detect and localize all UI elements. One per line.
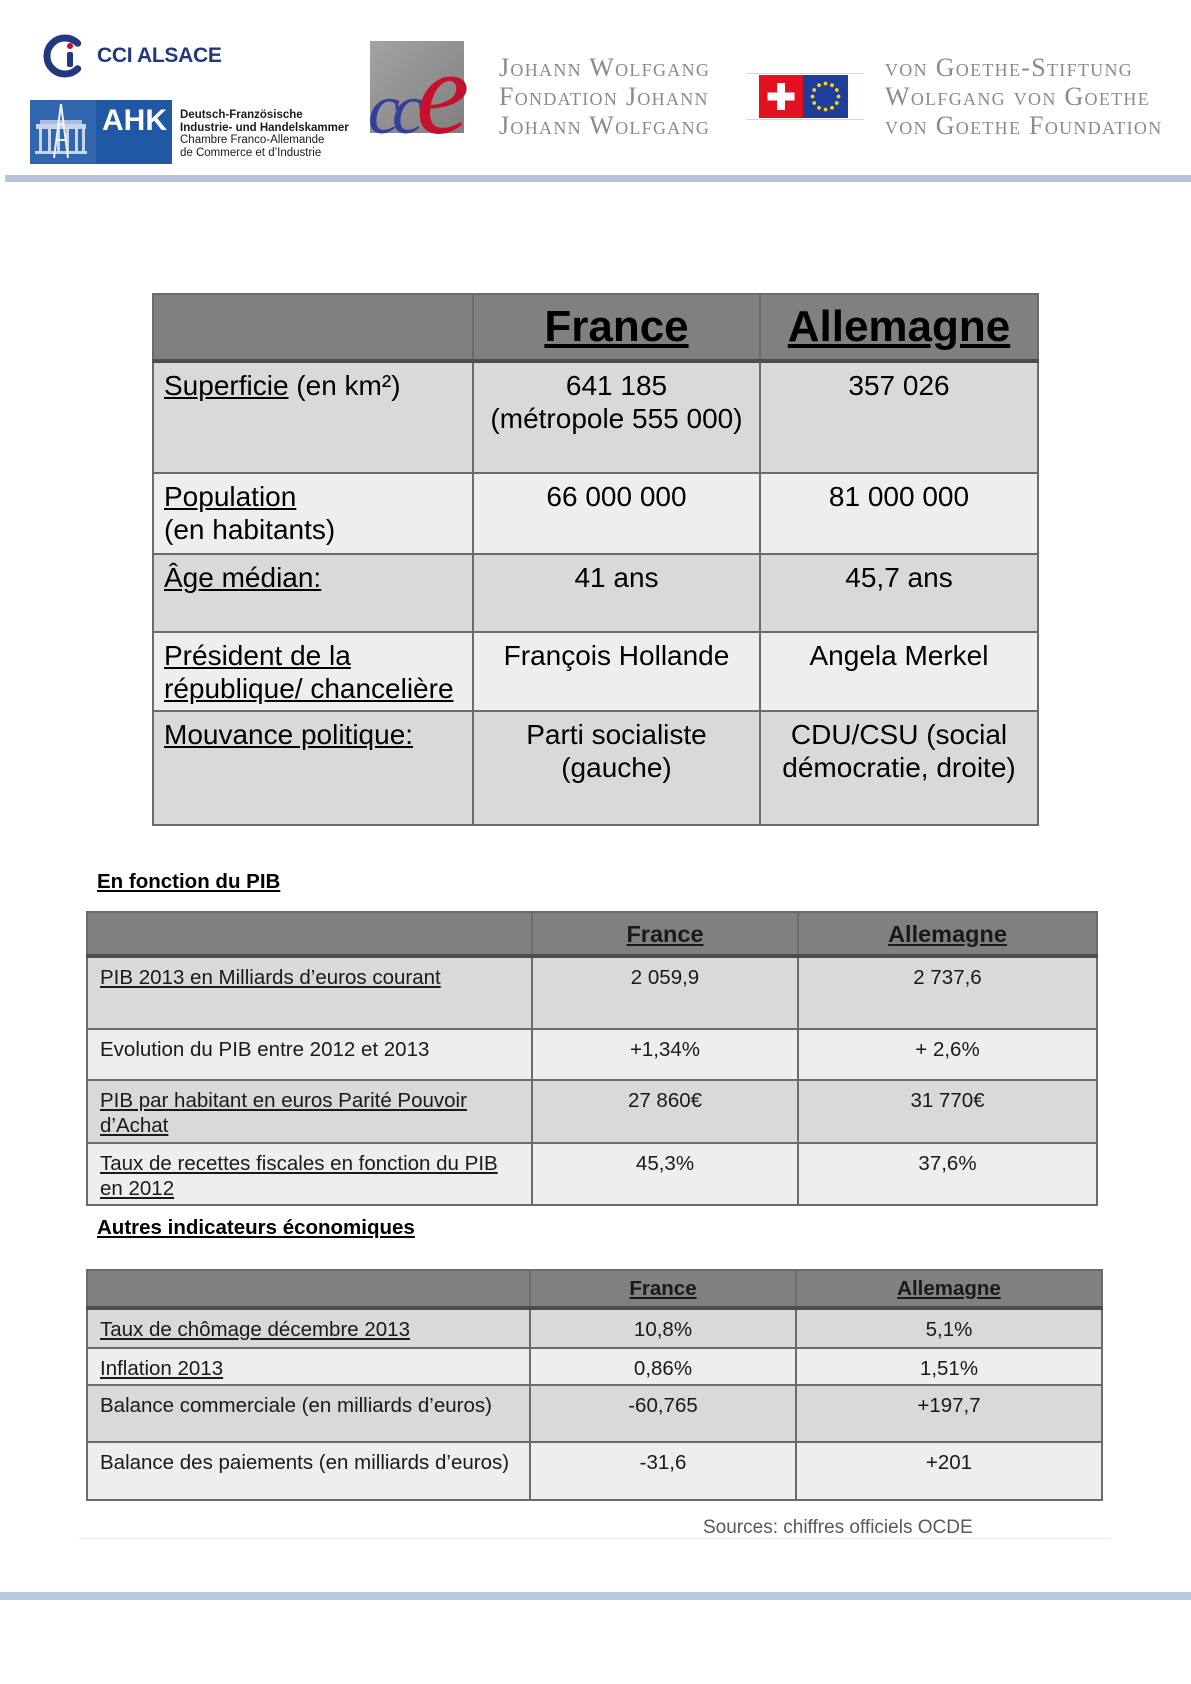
table-row — [87, 1348, 1102, 1385]
table-row — [87, 1385, 1102, 1442]
table-row — [153, 361, 1038, 473]
row-label — [153, 473, 473, 554]
foundation-line: von Goethe-Stiftung — [885, 53, 1134, 82]
table-header-row — [87, 1270, 1102, 1308]
section-title-pib: En fonction du PIB — [97, 870, 281, 893]
row-label-main: Âge médian: — [164, 562, 322, 593]
swiss-eu-flags-icon — [746, 73, 864, 120]
ahk-logo-text: AHK — [102, 104, 167, 137]
france-value: 10,8% — [530, 1308, 796, 1348]
row-label-main: Population — [164, 481, 297, 512]
france-value: 0,86% — [530, 1348, 796, 1385]
column-header-allemagne: Allemagne — [760, 294, 1038, 361]
row-label — [153, 361, 473, 473]
allemagne-value: 1,51% — [796, 1348, 1102, 1385]
row-label — [87, 1143, 532, 1205]
cce-letter-blue: c — [391, 69, 416, 149]
foundation-line: Johann Wolfgang — [499, 53, 711, 82]
table-row — [87, 1442, 1102, 1500]
row-label-text: Taux de recettes fiscales en fonction du PIB en 2012 — [100, 1152, 498, 1200]
row-label-main: Superficie — [164, 370, 289, 401]
allemagne-value: 2 737,6 — [798, 956, 1097, 1029]
header-empty-cell — [87, 912, 532, 956]
row-label-text: PIB par habitant en euros Parité Pouvoir d’Achat — [100, 1089, 467, 1137]
row-label — [153, 632, 473, 711]
header-empty-cell — [87, 1270, 530, 1308]
row-label — [153, 711, 473, 825]
allemagne-value: 37,6% — [798, 1143, 1097, 1205]
row-label: Balance commerciale (en milliards d’euros) — [87, 1385, 530, 1442]
france-value: 45,3% — [532, 1143, 798, 1205]
column-header-france: France — [532, 912, 798, 956]
row-label — [153, 554, 473, 632]
ahk-caption-line: Chambre Franco-Allemande — [180, 134, 325, 147]
foundation-line: von Goethe Foundation — [885, 111, 1163, 140]
gate-tower-icon — [30, 100, 96, 164]
row-label-main: Mouvance politique: — [164, 719, 414, 750]
ahk-caption-line: Deutsch-Französische — [180, 109, 303, 121]
allemagne-value: + 2,6% — [798, 1029, 1097, 1080]
allemagne-value: CDU/CSU (social démocratie, droite) — [760, 711, 1038, 825]
row-label: Evolution du PIB entre 2012 et 2013 — [87, 1029, 532, 1080]
column-header-france: France — [473, 294, 760, 361]
allemagne-value: 45,7 ans — [760, 554, 1038, 632]
row-label — [87, 956, 532, 1029]
header-divider — [5, 175, 1191, 182]
foundation-line: Johann Wolfgang — [499, 111, 711, 140]
ahk-logo — [30, 100, 172, 164]
country-comparison-table — [152, 293, 1039, 826]
economic-indicators-table — [86, 1269, 1103, 1501]
table-row — [87, 956, 1097, 1029]
table-row — [87, 1080, 1097, 1143]
france-value: 41 ans — [473, 554, 760, 632]
sources-note: Sources: chiffres officiels OCDE — [703, 1517, 973, 1538]
header-empty-cell — [153, 294, 473, 361]
foundation-line: Fondation Johann — [499, 82, 709, 111]
france-value: -31,6 — [530, 1442, 796, 1500]
section-title-other-indicators: Autres indicateurs économiques — [97, 1216, 415, 1239]
allemagne-value: +197,7 — [796, 1385, 1102, 1442]
ahk-caption-line: Industrie- und Handelskammer — [180, 121, 349, 134]
row-label-unit: (en habitants) — [164, 514, 336, 545]
cce-logo — [368, 26, 470, 159]
table-header-row — [153, 294, 1038, 361]
foundation-text-right — [885, 53, 1163, 140]
row-label: Balance des paiements (en milliards d’euros) — [87, 1442, 530, 1500]
table-row — [153, 554, 1038, 632]
row-label — [87, 1348, 530, 1385]
cce-letter-blue: c — [368, 69, 392, 149]
allemagne-value: 81 000 000 — [760, 473, 1038, 554]
table-row — [87, 1308, 1102, 1348]
allemagne-value: +201 — [796, 1442, 1102, 1500]
cce-logo-lettering — [368, 26, 470, 169]
table-row — [87, 1143, 1097, 1205]
row-label-unit: (en km²) — [288, 370, 401, 401]
table-row — [153, 711, 1038, 825]
row-label-text: Inflation 2013 — [100, 1357, 224, 1380]
allemagne-value: 31 770€ — [798, 1080, 1097, 1143]
row-label-text: PIB 2013 en Milliards d’euros courant — [100, 966, 441, 989]
table-header-row — [87, 912, 1097, 956]
allemagne-value: 5,1% — [796, 1308, 1102, 1348]
ahk-caption-line: de Commerce et d’Industrie — [180, 147, 322, 160]
row-label — [87, 1308, 530, 1348]
ahk-logo-caption — [180, 109, 349, 160]
column-header-allemagne: Allemagne — [796, 1270, 1102, 1308]
row-label-main: Président de la république/ chancelière — [164, 640, 454, 704]
row-label-text: Taux de chômage décembre 2013 — [100, 1318, 410, 1341]
france-value: 2 059,9 — [532, 956, 798, 1029]
row-label — [87, 1080, 532, 1143]
france-value: -60,765 — [530, 1385, 796, 1442]
table-row — [87, 1029, 1097, 1080]
cce-letter-red: e — [415, 26, 470, 159]
france-value: +1,34% — [532, 1029, 798, 1080]
france-value: 641 185 (métropole 555 000) — [473, 361, 760, 473]
column-header-allemagne: Allemagne — [798, 912, 1097, 956]
table-row — [153, 632, 1038, 711]
france-value: 27 860€ — [532, 1080, 798, 1143]
column-header-france: France — [530, 1270, 796, 1308]
cci-logo-text: CCI ALSACE — [97, 44, 222, 67]
france-value: 66 000 000 — [473, 473, 760, 554]
gdp-table — [86, 911, 1098, 1206]
cci-logo-icon — [43, 32, 87, 80]
allemagne-value: Angela Merkel — [760, 632, 1038, 711]
france-value: François Hollande — [473, 632, 760, 711]
foundation-text-left — [499, 53, 710, 140]
table-row — [153, 473, 1038, 554]
allemagne-value: 357 026 — [760, 361, 1038, 473]
foundation-line: Wolfgang von Goethe — [885, 82, 1150, 111]
footer-divider — [0, 1592, 1191, 1600]
sources-divider — [77, 1538, 1111, 1539]
france-value: Parti socialiste (gauche) — [473, 711, 760, 825]
